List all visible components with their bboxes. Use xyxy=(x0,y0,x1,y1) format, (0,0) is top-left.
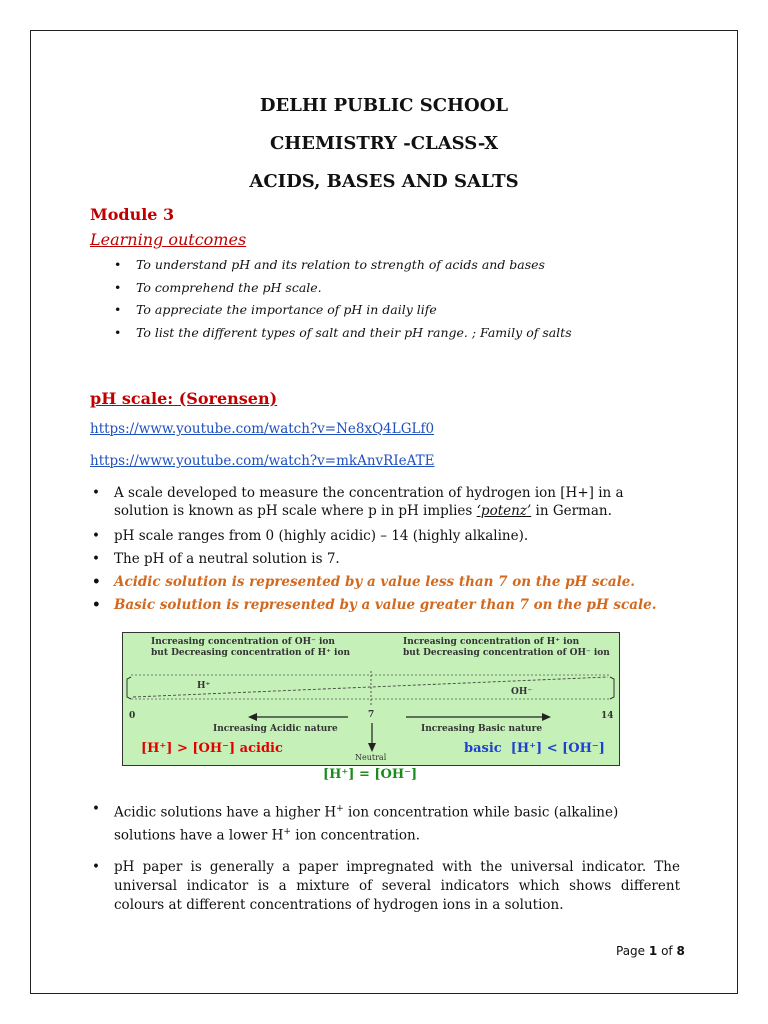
outcome-item: • To appreciate the importance of pH in daily life xyxy=(112,302,572,325)
oh-ion-label: OH⁻ xyxy=(511,687,533,697)
potenz-term: ‘potenz’ xyxy=(476,503,532,519)
basic-relation: basic [H⁺] < [OH⁻] xyxy=(464,741,605,756)
basic-nature-label: Increasing Basic nature xyxy=(421,724,543,734)
bullet-definition: • A scale developed to measure the concentration of hydrogen ion [H+] in a solution is known as pH scale where p in pH implies ‘potenz’ in German. xyxy=(90,484,680,520)
bullet-range: • pH scale ranges from 0 (highly acidic) – 14 (highly alkaline). xyxy=(90,527,680,545)
chapter-title: ACIDS, BASES AND SALTS xyxy=(249,171,519,192)
bullet-concentration: • Acidic solutions have a higher H+ ion concentration while basic (alkaline) solutions have a lower H+ ion concentration. xyxy=(90,800,680,845)
tick-0: 0 xyxy=(129,711,136,721)
youtube-link-2[interactable]: https://www.youtube.com/watch?v=mkAnvRIeATE xyxy=(90,453,435,469)
bullet-neutral: • The pH of a neutral solution is 7. xyxy=(90,550,680,568)
top-left-line1: Increasing concentration of OH⁻ ion xyxy=(151,637,335,647)
bullet-basic: • Basic solution is represented by a value greater than 7 on the pH scale. xyxy=(90,596,680,614)
neutral-label: Neutral xyxy=(355,753,387,762)
ph-bullets xyxy=(90,484,680,614)
top-right-line2: but Decreasing concentration of OH⁻ ion xyxy=(403,648,610,658)
youtube-link-1[interactable]: https://www.youtube.com/watch?v=Ne8xQ4LGLf0 xyxy=(90,421,435,437)
module-label: Module 3 xyxy=(90,205,175,224)
ph-scale-diagram xyxy=(122,632,620,766)
outcome-item: • To list the different types of salt and their pH range. ; Family of salts xyxy=(112,325,572,348)
learning-outcomes-heading: Learning outcomes xyxy=(90,230,247,249)
top-left-line2: but Decreasing concentration of H⁺ ion xyxy=(151,648,351,658)
top-right-line1: Increasing concentration of H⁺ ion xyxy=(403,637,580,647)
school-title: DELHI PUBLIC SCHOOL xyxy=(259,95,509,116)
tick-14: 14 xyxy=(601,711,614,721)
neutral-equality: [H⁺] = [OH⁻] xyxy=(323,767,418,782)
lower-bullets xyxy=(90,800,680,928)
page-footer: Page 1 of 8 xyxy=(616,944,685,958)
learning-outcomes-list xyxy=(112,257,572,347)
bullet-ph-paper: • pH paper is generally a paper impregnated with the universal indicator. The universal indicator is a mixture of several indicators which shows different colours at different concentrations of hydrogen ions in a solution. xyxy=(90,858,680,915)
outcome-item: • To comprehend the pH scale. xyxy=(112,280,572,303)
tick-7: 7 xyxy=(368,710,375,720)
acidic-nature-label: Increasing Acidic nature xyxy=(213,724,338,734)
ph-scale-heading: pH scale: (Sorensen) xyxy=(90,389,278,408)
h-ion-label: H⁺ xyxy=(197,681,211,691)
bullet-acidic: • Acidic solution is represented by a value less than 7 on the pH scale. xyxy=(90,573,680,591)
outcome-item: • To understand pH and its relation to strength of acids and bases xyxy=(112,257,572,280)
subject-title: CHEMISTRY -CLASS-X xyxy=(269,133,499,154)
acidic-relation: [H⁺] > [OH⁻] acidic xyxy=(141,741,283,756)
